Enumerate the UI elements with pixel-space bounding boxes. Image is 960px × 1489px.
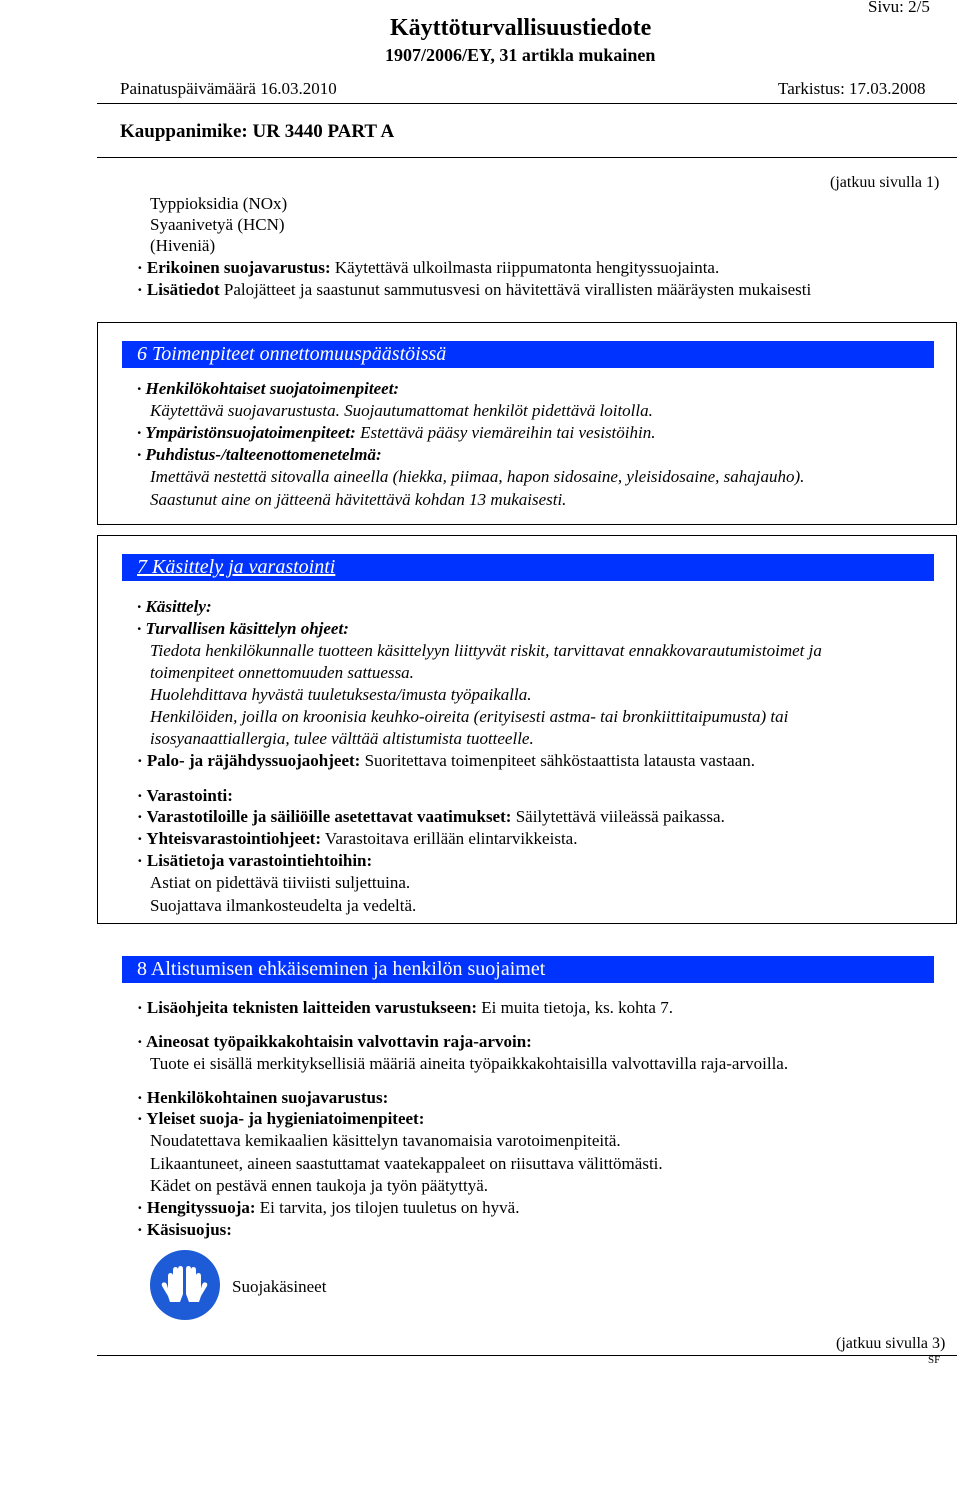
- continued-from: (jatkuu sivulla 1): [830, 174, 940, 191]
- safe-handling-line-1: Tiedota henkilökunnalle tuotteen käsittelyyn liittyvät riskit, tarvittavat ennakkovarautumistoimet ja: [150, 641, 822, 660]
- fire-protection-label: · Palo- ja räjähdyssuojaohjeet:: [137, 751, 361, 770]
- special-protection-text: Käytettävä ulkoilmasta riippumatonta hengityssuojainta.: [330, 258, 720, 277]
- top-line-1: Typpioksidia (NOx): [150, 194, 288, 213]
- storage-extra-line-1: Astiat on pidettävä tiiviisti suljettuina.: [150, 873, 411, 892]
- technical-measures-text: Ei muita tietoja, ks. kohta 7.: [477, 998, 673, 1017]
- hygiene-line-1: Noudatettava kemikaalien käsittelyn tavanomaisia varotoimenpiteitä.: [150, 1131, 621, 1150]
- exposure-limits-text: Tuote ei sisällä merkityksellisiä määriä aineita työpaikkakohtaisilla valvottavilla raja-arvoilla.: [150, 1054, 789, 1073]
- ppe-label: · Henkilökohtainen suojavarustus:: [137, 1088, 389, 1107]
- hygiene-line-3: Kädet on pestävä ennen taukoja ja työn päätyttyä.: [150, 1176, 488, 1195]
- storage-requirements-text: Säilytettävä viileässä paikassa.: [511, 807, 725, 826]
- storage-extra-label: · Lisätietoja varastointiehtoihin:: [137, 851, 373, 870]
- personal-precautions-label: · Henkilökohtaiset suojatoimenpiteet:: [137, 379, 400, 398]
- environmental-precautions: [137, 422, 655, 444]
- technical-measures: [137, 997, 673, 1019]
- section-6-heading: 6 Toimenpiteet onnettomuuspäästöissä: [122, 341, 934, 368]
- continued-to: (jatkuu sivulla 3): [836, 1335, 946, 1352]
- respiratory-protection: [137, 1197, 519, 1219]
- fire-protection: [137, 750, 755, 772]
- document-title: Käyttöturvallisuustiedote: [390, 15, 652, 41]
- safe-handling-line-4: Henkilöiden, joilla on kroonisia keuhko-oireita (erityisesti astma- tai bronkiittitaipumusta) tai: [150, 707, 789, 726]
- safe-handling-line-2: toimenpiteet onnettomuuden sattuessa.: [150, 663, 414, 682]
- joint-storage: [137, 828, 577, 850]
- top-line-3: (Hiveniä): [150, 236, 216, 255]
- document-subtitle: 1907/2006/EY, 31 artikla mukainen: [385, 45, 656, 65]
- header-divider: [97, 103, 957, 104]
- storage-requirements-label: · Varastotiloille ja säiliöille asetettavat vaatimukset:: [137, 807, 512, 826]
- handling-label: · Käsittely:: [137, 597, 212, 616]
- top-line-2: Syaanivetyä (HCN): [150, 215, 285, 234]
- gloves-caption: Suojakäsineet: [232, 1277, 327, 1296]
- section-7-heading: [122, 554, 934, 581]
- footer-divider: [97, 1355, 957, 1356]
- page-number: Sivu: 2/5: [868, 0, 930, 16]
- respiratory-protection-label: · Hengityssuoja:: [137, 1198, 256, 1217]
- exposure-limits-label: · Aineosat työpaikkakohtaisin valvottavin raja-arvoin:: [137, 1032, 532, 1051]
- gloves-icon: [150, 1250, 220, 1320]
- safe-handling-line-3: Huolehdittava hyvästä tuuletuksesta/imusta työpaikalla.: [150, 685, 532, 704]
- cleanup-line-1: Imettävä nestettä sitovalla aineella (hiekka, piimaa, hapon sidosaine, yleisidosaine, sahajauho).: [150, 467, 805, 486]
- print-date: Painatuspäivämäärä 16.03.2010: [120, 79, 337, 98]
- revision-date: Tarkistus: 17.03.2008: [778, 79, 926, 98]
- section-8-heading: 8 Altistumisen ehkäiseminen ja henkilön suojaimet: [122, 956, 934, 983]
- language-code: SF: [928, 1354, 941, 1366]
- safe-handling-label: · Turvallisen käsittelyn ohjeet:: [137, 619, 349, 638]
- hygiene-line-2: Likaantuneet, aineen saastuttamat vaatekappaleet on riisuttava välittömästi.: [150, 1154, 663, 1173]
- section-7-heading-text: 7 Käsittely ja varastointi: [137, 556, 336, 578]
- storage-label: · Varastointi:: [137, 786, 233, 805]
- environmental-precautions-text: Estettävä pääsy viemäreihin tai vesistöihin.: [355, 423, 656, 442]
- storage-extra-line-2: Suojattava ilmankosteudelta ja vedeltä.: [150, 896, 417, 915]
- hygiene-label: · Yleiset suoja- ja hygieniatoimenpiteet:: [137, 1109, 425, 1128]
- fire-protection-text: Suoritettava toimenpiteet sähköstaattista latausta vastaan.: [360, 751, 756, 770]
- personal-precautions-text: Käytettävä suojavarustusta. Suojautumattomat henkilöt pidettävä loitolla.: [150, 401, 653, 420]
- cleanup-label: · Puhdistus-/talteenottomenetelmä:: [137, 445, 382, 464]
- safe-handling-line-5: isosyanaattiallergia, tulee välttää altistumista tuotteelle.: [150, 729, 534, 748]
- gloves-icon-graphic: [150, 1250, 220, 1320]
- respiratory-protection-text: Ei tarvita, jos tilojen tuuletus on hyvä.: [255, 1198, 520, 1217]
- additional-info-label: · Lisätiedot: [137, 280, 220, 299]
- trade-name: Kauppanimike: UR 3440 PART A: [120, 121, 395, 142]
- cleanup-line-2: Saastunut aine on jätteenä hävitettävä kohdan 13 mukaisesti.: [150, 490, 567, 509]
- joint-storage-label: · Yhteisvarastointiohjeet:: [137, 829, 321, 848]
- storage-requirements: [137, 806, 725, 828]
- additional-info: [137, 279, 811, 301]
- technical-measures-label: · Lisäohjeita teknisten laitteiden varustukseen:: [137, 998, 478, 1017]
- joint-storage-text: Varastoitava erillään elintarvikkeista.: [320, 829, 578, 848]
- hand-protection-label: · Käsisuojus:: [137, 1220, 232, 1239]
- trade-name-divider: [97, 157, 957, 158]
- additional-info-text: Palojätteet ja saastunut sammutusvesi on hävitettävä virallisten määräysten mukaisesti: [219, 280, 812, 299]
- environmental-precautions-label: · Ympäristönsuojatoimenpiteet:: [137, 423, 356, 442]
- special-protection-label: · Erikoinen suojavarustus:: [137, 258, 331, 277]
- special-protection: [137, 257, 719, 279]
